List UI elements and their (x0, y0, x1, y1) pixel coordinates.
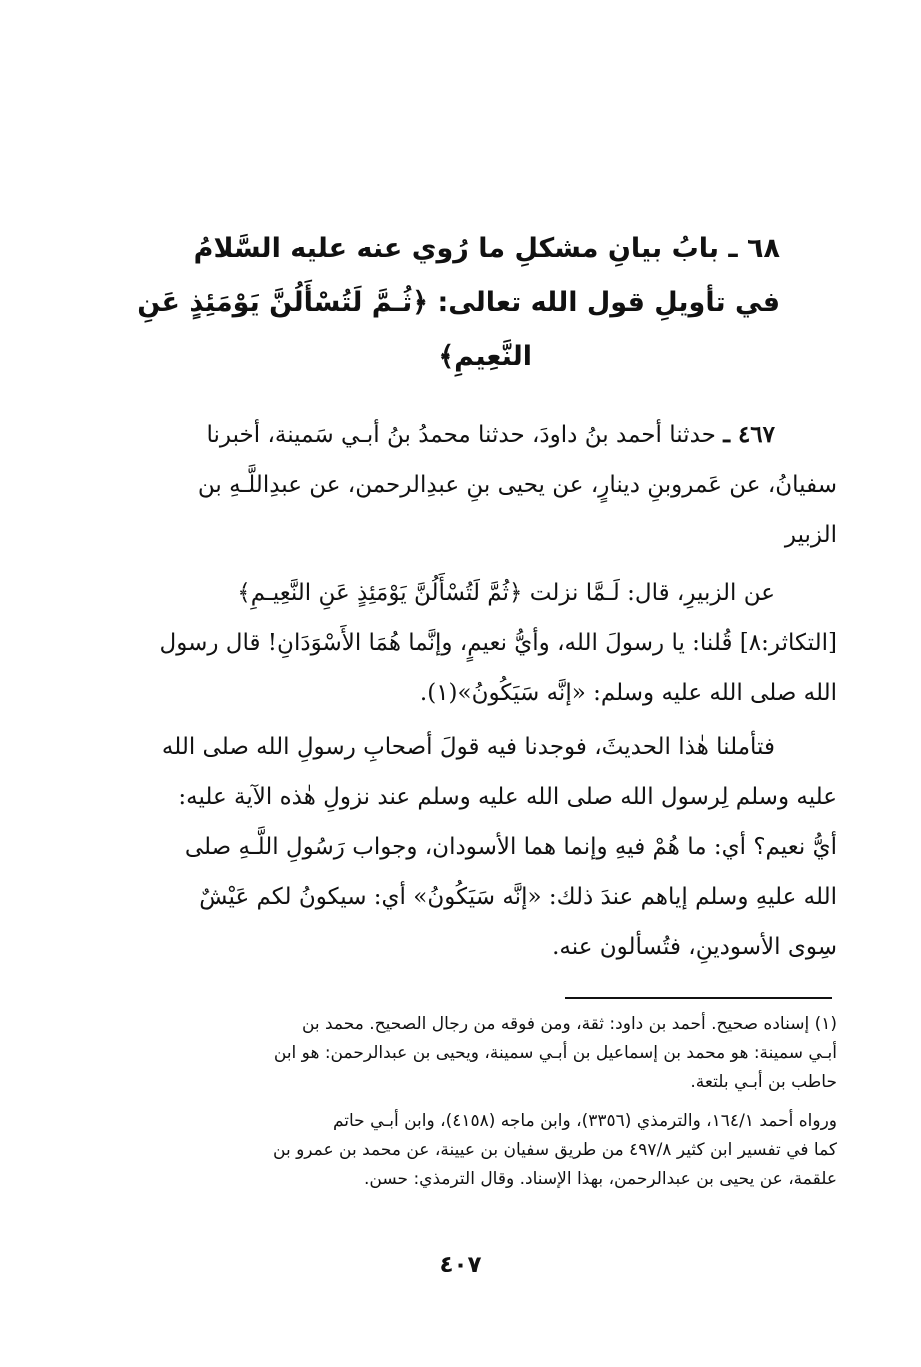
footnote-2-line-2: كما في تفسير ابن كثير ٤٩٧/٨ من طريق سفيان بن عيينة، عن محمد بن عمرو بن (273, 1140, 837, 1160)
page-number: ٤٠٧ (439, 1252, 482, 1278)
commentary-line-5: سِوى الأسودينِ، فتُسألون عنه. (552, 934, 837, 960)
chapter-heading (137, 222, 780, 384)
commentary-line-1: فتأملنا هٰذا الحديثَ، فوجدنا فيه قولَ أصحابِ رسولِ الله صلى الله (161, 734, 775, 760)
footnote-1-line-2: أبـي سمينة: هو محمد بن إسماعيل بن أبـي سمينة، ويحيى بن عبدالرحمن: هو ابن (273, 1043, 837, 1063)
footnote-1-line-1: (١) إسناده صحيح. أحمد بن داود: ثقة، ومن فوقه من رجال الصحيح. محمد بن (301, 1014, 837, 1034)
hadith-line-1-text: حدثنا أحمد بنُ داودَ، حدثنا محمدُ بنُ أبـي سَمينة، أخبرنا (206, 422, 716, 448)
footnote-divider (565, 997, 832, 999)
footnote-gap (135, 1097, 837, 1107)
footnote-1-line-3: حاطب بن أبـي بلتعة. (690, 1072, 837, 1092)
heading-line-3: النَّعِيمِ﴾ (438, 341, 532, 372)
commentary-line-4: الله عليهِ وسلم إياهم عندَ ذلك: «إنَّه سَيَكُونُ» أي: سيكونُ لكم عَيْشٌ (199, 884, 837, 910)
heading-line-1: ٦٨ ـ بابُ بيانِ مشكلِ ما رُوي عنه عليه السَّلامُ (193, 233, 780, 264)
footnote-2-line-1: ورواه أحمد ١٦٤/١، والترمذي (٣٣٥٦)، وابن ماجه (٤١٥٨)، وابن أبـي حاتم (332, 1111, 837, 1131)
hadith-chain (135, 410, 837, 560)
heading-line-2: في تأويلِ قول الله تعالى: ﴿ثُـمَّ لَتُسْأَلُنَّ يَوْمَئِذٍ عَنِ (137, 287, 780, 318)
hadith-line-1 (135, 410, 837, 460)
narration-paragraph (135, 568, 837, 718)
hadith-number: ٤٦٧ ـ (723, 421, 775, 448)
narration-line-2: [التكاثر:٨] قُلنا: يا رسولَ الله، وأيُّ نعيمٍ، وإنَّما هُمَا الأَسْوَدَانِ! قال رسول (159, 630, 837, 656)
hadith-line-2: سفيانُ، عن عَمروبنِ دينارٍ، عن يحيى بنِ عبدِالرحمن، عن عبدِاللَّـهِ بن (197, 472, 837, 498)
footnote-2-line-3: علقمة، عن يحيى بن عبدالرحمن، بهذا الإسناد. وقال الترمذي: حسن. (364, 1169, 837, 1189)
narration-line-3: الله صلى الله عليه وسلم: «إنَّه سَيَكُونُ»(١). (419, 680, 837, 706)
footnotes (135, 1010, 837, 1194)
commentary-line-2: عليه وسلم لِرسول الله صلى الله عليه وسلم عند نزولِ هٰذه الآية عليه: (178, 784, 837, 810)
narration-line-1: عن الزبيرِ، قال: لَـمَّا نزلت ﴿ثُمَّ لَتُسْأَلُنَّ يَوْمَئِذٍ عَنِ النَّعِيـمِ﴾ (237, 580, 775, 606)
commentary-paragraph (135, 722, 837, 972)
hadith-line-3: الزبير (784, 522, 837, 548)
commentary-line-3: أيُّ نعيم؟ أي: ما هُمْ فيهِ وإنما هما الأسودان، وجواب رَسُولِ اللَّـهِ صلى (184, 834, 837, 860)
